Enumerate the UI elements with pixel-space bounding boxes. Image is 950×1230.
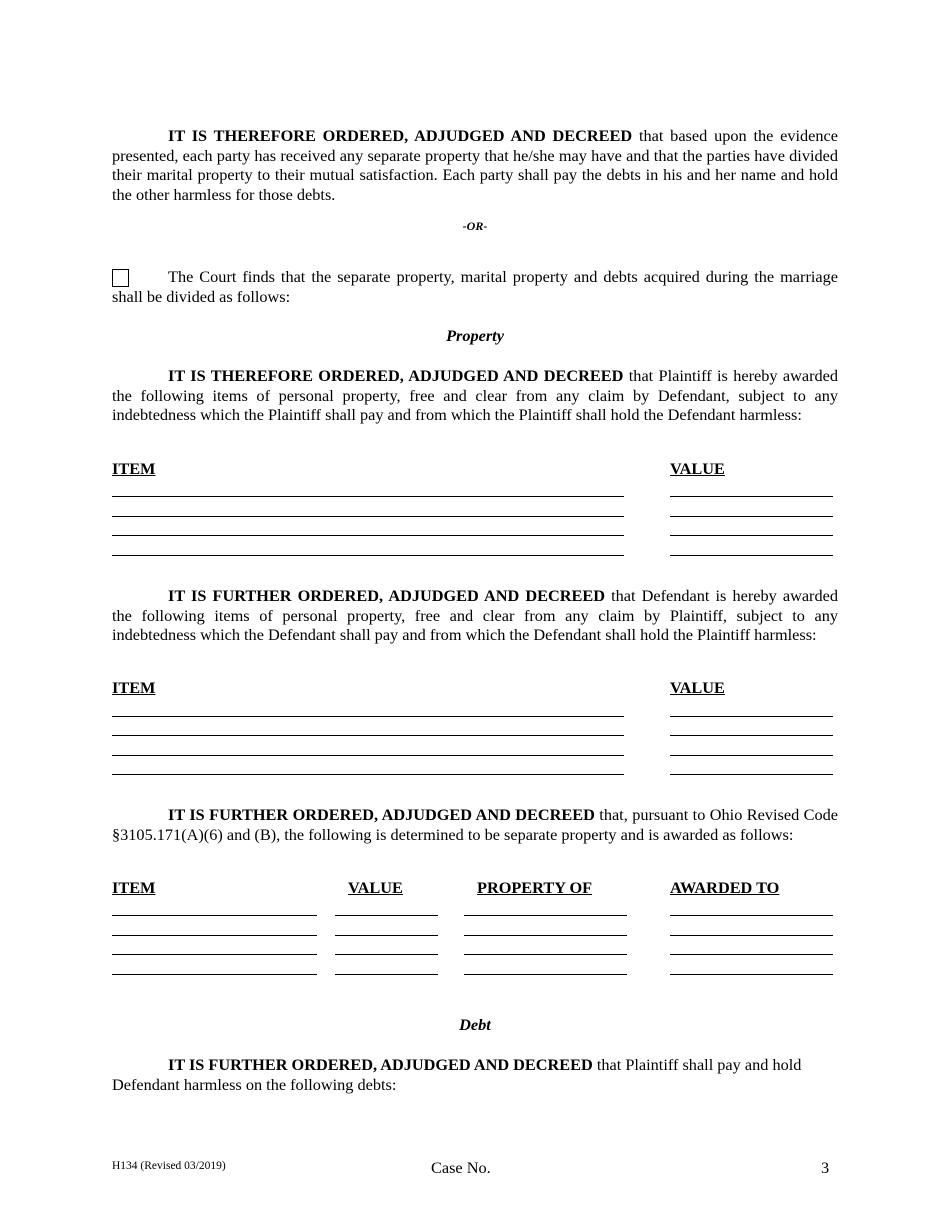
table2-value-header: VALUE bbox=[670, 678, 725, 697]
table3-item-line[interactable] bbox=[112, 954, 317, 955]
table2-item-line[interactable] bbox=[112, 716, 624, 717]
case-number-label: Case No. bbox=[431, 1158, 491, 1177]
table1-item-line[interactable] bbox=[112, 496, 624, 497]
table3-awarded-to-line[interactable] bbox=[670, 974, 833, 975]
paragraph-text: that Plaintiff is hereby awarded the following items of personal property, free and clear from any claim by Defendant, subject to any indebtedness which the Plaintiff shall pay and from which the Plaintiff shall hold the Defendant harmless: bbox=[112, 366, 838, 425]
table2-value-line[interactable] bbox=[670, 735, 833, 736]
decree-lead: IT IS FURTHER ORDERED, ADJUDGED AND DECREED bbox=[168, 586, 605, 605]
table1-item-line[interactable] bbox=[112, 535, 624, 536]
table3-value-header: VALUE bbox=[348, 878, 403, 897]
table1-item-line[interactable] bbox=[112, 555, 624, 556]
paragraph-text: that Defendant is hereby awarded the following items of personal property, free and clear from any claim by Plaintiff, subject to any indebtedness which the Defendant shall pay and from which the Defendant shall hold the Plaintiff harmless: bbox=[112, 586, 838, 645]
table3-awarded-to-line[interactable] bbox=[670, 915, 833, 916]
table3-property-of-line[interactable] bbox=[464, 974, 627, 975]
table2-item-line[interactable] bbox=[112, 755, 624, 756]
table3-property-of-line[interactable] bbox=[464, 915, 627, 916]
table1-value-line[interactable] bbox=[670, 516, 833, 517]
table3-item-header: ITEM bbox=[112, 878, 156, 897]
form-id: H134 (Revised 03/2019) bbox=[112, 1160, 226, 1172]
table3-property-of-line[interactable] bbox=[464, 954, 627, 955]
table1-value-header: VALUE bbox=[670, 459, 725, 478]
paragraph-separate-property-divided bbox=[112, 126, 838, 205]
table2-value-line[interactable] bbox=[670, 755, 833, 756]
table2-value-line[interactable] bbox=[670, 716, 833, 717]
paragraph-text: that Plaintiff shall pay and hold Defendant harmless on the following debts: bbox=[112, 1055, 802, 1094]
decree-lead: IT IS THEREFORE ORDERED, ADJUDGED AND DECREED bbox=[168, 366, 624, 385]
table3-value-line[interactable] bbox=[335, 974, 438, 975]
table1-value-line[interactable] bbox=[670, 496, 833, 497]
table3-property-of-line[interactable] bbox=[464, 935, 627, 936]
paragraph-plaintiff-debts bbox=[112, 1055, 838, 1094]
table3-item-line[interactable] bbox=[112, 935, 317, 936]
table2-value-line[interactable] bbox=[670, 774, 833, 775]
property-heading: Property bbox=[446, 326, 504, 345]
paragraph-defendant-awarded bbox=[112, 586, 838, 645]
decree-lead: IT IS THEREFORE ORDERED, ADJUDGED AND DECREED bbox=[168, 126, 633, 145]
table1-value-line[interactable] bbox=[670, 535, 833, 536]
table3-awarded-to-line[interactable] bbox=[670, 935, 833, 936]
table3-value-line[interactable] bbox=[335, 954, 438, 955]
or-separator: -OR- bbox=[462, 219, 488, 233]
table2-item-line[interactable] bbox=[112, 735, 624, 736]
table2-item-header: ITEM bbox=[112, 678, 156, 697]
table3-item-line[interactable] bbox=[112, 915, 317, 916]
paragraph-text: that, pursuant to Ohio Revised Code §3105.171(A)(6) and (B), the following is determined to be separate property and is awarded as follows: bbox=[112, 805, 838, 844]
table2-item-line[interactable] bbox=[112, 774, 624, 775]
table1-value-line[interactable] bbox=[670, 555, 833, 556]
table3-awarded-to-header: AWARDED TO bbox=[670, 878, 780, 897]
paragraph-separate-property-determined bbox=[112, 805, 838, 844]
table1-item-line[interactable] bbox=[112, 516, 624, 517]
page-number: 3 bbox=[821, 1158, 830, 1177]
decree-lead: IT IS FURTHER ORDERED, ADJUDGED AND DECREED bbox=[168, 805, 595, 824]
table3-value-line[interactable] bbox=[335, 935, 438, 936]
paragraph-text: that based upon the evidence presented, each party has received any separate property that he/she may have and that the parties have divided their marital property to their mutual satisfaction. Each party shall pay the debts in his and her name and hold the other harmless for those debts. bbox=[112, 126, 839, 205]
table3-awarded-to-line[interactable] bbox=[670, 954, 833, 955]
table3-value-line[interactable] bbox=[335, 915, 438, 916]
decree-lead: IT IS FURTHER ORDERED, ADJUDGED AND DECREED bbox=[168, 1055, 593, 1074]
table3-property-of-header: PROPERTY OF bbox=[477, 878, 593, 897]
paragraph-court-finds bbox=[112, 267, 838, 306]
debt-heading: Debt bbox=[459, 1015, 491, 1034]
table3-item-line[interactable] bbox=[112, 974, 317, 975]
table1-item-header: ITEM bbox=[112, 459, 156, 478]
paragraph-plaintiff-awarded bbox=[112, 366, 838, 425]
paragraph-text: The Court finds that the separate property, marital property and debts acquired during the marriage shall be divided as follows: bbox=[112, 267, 838, 306]
